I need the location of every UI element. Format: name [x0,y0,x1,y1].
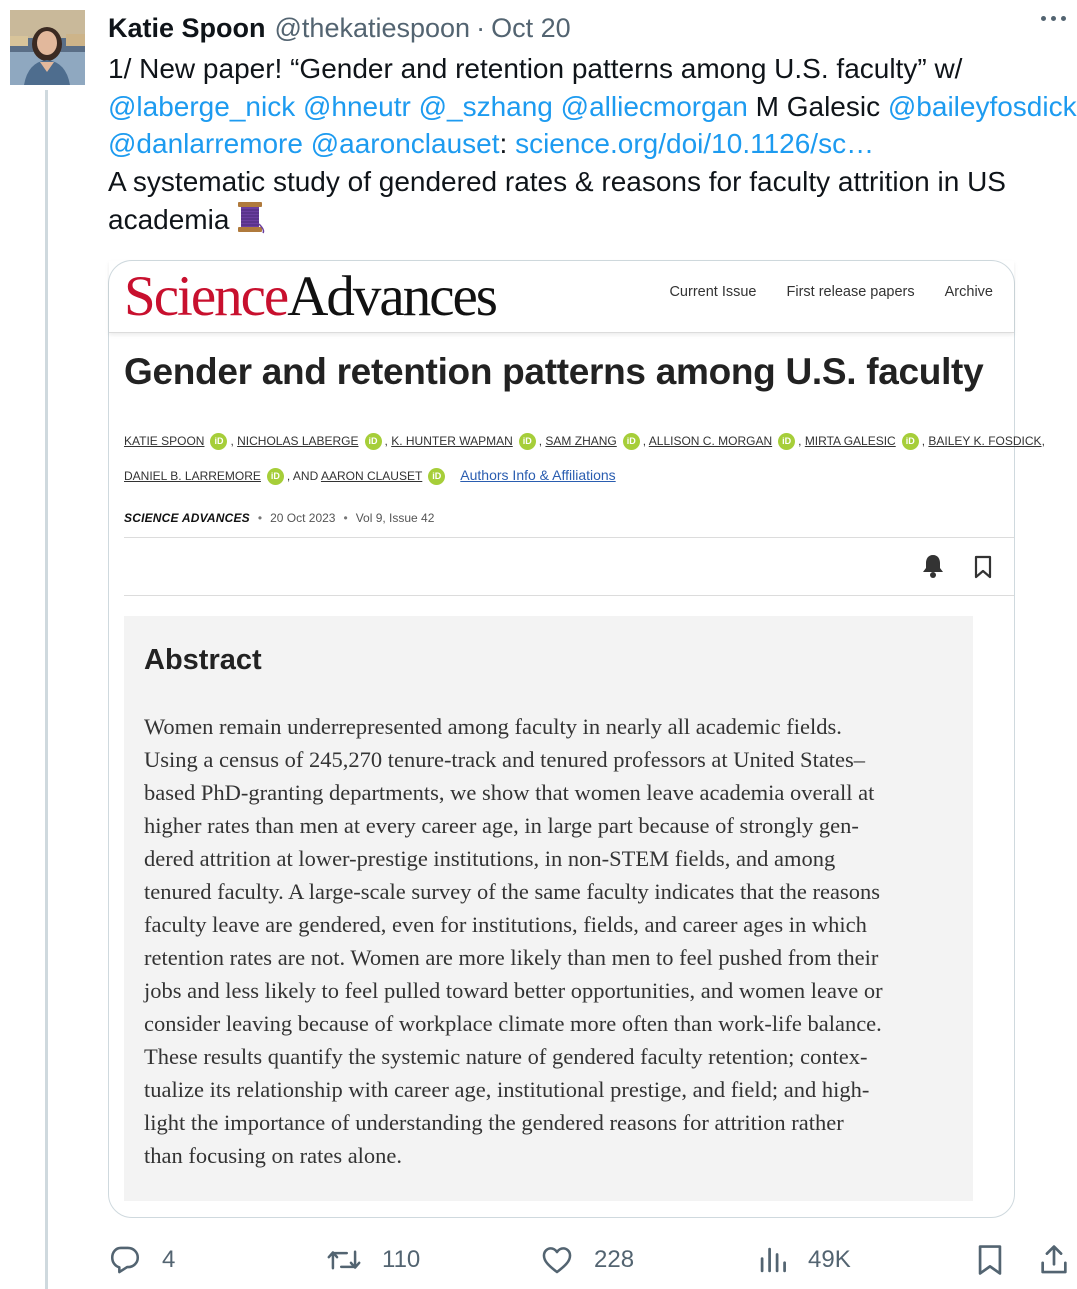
paper-link[interactable]: science.org/doi/10.1126/sc… [515,128,875,159]
orcid-icon[interactable]: iD [902,433,919,450]
reply-button[interactable] [108,1238,175,1282]
journal-navbar [109,261,1014,333]
abstract-line: than focusing on rates alone. [144,1143,403,1168]
tweet-actions [108,1238,1074,1282]
bullet: • [343,511,348,525]
link-preview-card[interactable] [108,260,1045,1218]
mention-link[interactable]: @alliecmorgan [560,90,748,122]
tweet-line-3 [108,125,1074,163]
views-button[interactable] [758,1238,851,1282]
author-link[interactable]: BAILEY K. FOSDICK [928,434,1042,448]
author-link[interactable]: NICHOLAS LABERGE [237,434,359,448]
author-list [124,424,1045,493]
volume-issue: Vol 9, Issue 42 [355,511,435,525]
publication-info [124,511,434,525]
tweet-header [108,10,571,46]
abstract-body [144,710,883,1172]
orcid-icon[interactable]: iD [778,433,795,450]
abstract-line: tualize its relationship with career age, institutional prestige, and field; and high- [144,1077,870,1102]
journal-logo [124,263,496,331]
author-link[interactable]: KATIE SPOON [124,434,205,448]
avatar[interactable] [10,10,85,85]
orcid-icon[interactable]: iD [210,433,227,450]
bullet: • [257,511,263,525]
reply-icon [108,1243,142,1277]
orcid-icon[interactable]: iD [623,433,640,450]
mention-link[interactable]: @laberge_nick [108,90,296,122]
abstract-line: These results quantify the systemic nature of gendered faculty retention; contex- [144,1044,868,1069]
abstract-line: higher rates than men at every career age, in large part because of strongly gen- [144,813,859,838]
bookmark-button[interactable] [974,1238,1006,1282]
nav-current-issue[interactable]: Current Issue [669,284,757,300]
mention-link[interactable]: @_szhang [418,90,553,122]
logo-advances: Advances [287,265,496,328]
repost-count: 110 [382,1246,421,1273]
journal-nav-links [669,284,993,300]
spool-emoji [233,200,267,244]
abstract-line: light the importance of understanding the gendered reasons for attrition rather [144,1110,844,1135]
orcid-icon[interactable]: iD [428,468,445,485]
like-count: 228 [594,1246,635,1273]
tweet-line-5-text: academia [108,204,230,235]
abstract-line: faculty leave are gendered, even for institutions, fields, and career ages in which [144,912,867,937]
journal-name: SCIENCE ADVANCES [124,511,250,525]
more-icon[interactable] [1041,16,1066,21]
bookmark-icon[interactable] [973,555,993,584]
author-name[interactable]: Katie Spoon [108,12,266,43]
tweet-line-1: 1/ New paper! “Gender and retention patterns among U.S. faculty” w/ [108,53,963,84]
author-link[interactable]: ALLISON C. MORGAN [648,434,773,448]
separator: · [476,12,486,43]
mention-link[interactable]: @baileyfosdick [887,90,1077,122]
tweet-line-2 [108,88,1077,126]
author-row-1: KATIE SPOON iD , NICHOLAS LABERGE iD , K. HUNTER WAPMAN iD , SAM ZHANG iD , ALLISON C. MORGAN iD , MIRTA GALESIC iD , BAILEY K. FOSDICK, [124,424,1009,458]
article-title: Gender and retention patterns among U.S. faculty [124,351,984,392]
author-row-2 [124,458,1009,493]
share-icon [1038,1243,1070,1277]
divider [124,595,1014,596]
abstract-section [124,616,973,1201]
abstract-line: Using a census of 245,270 tenure-track and tenured professors at United States– [144,747,866,772]
abstract-heading: Abstract [144,644,262,676]
repost-icon [326,1243,362,1277]
abstract-line: dered attrition at lower-prestige institutions, in non-STEM fields, and among [144,846,836,871]
abstract-line: tenured faculty. A large-scale survey of the same faculty indicates that the reasons [144,879,880,904]
like-icon [540,1243,574,1277]
mention-link[interactable]: @hneutr [302,90,411,122]
reply-count: 4 [162,1246,176,1273]
author-link[interactable]: DANIEL B. LARREMORE [124,469,261,483]
author-link[interactable]: SAM ZHANG [545,434,617,448]
tweet-text [108,50,1077,244]
thread-line [45,90,48,1289]
pub-date: 20 Oct 2023 [270,511,336,525]
abstract-line: Women remain underrepresented among faculty in nearly all academic fields. [144,714,842,739]
orcid-icon[interactable]: iD [519,433,536,450]
abstract-line: jobs and less likely to feel pulled toward better opportunities, and women leave or [144,978,883,1003]
abstract-line: consider leaving because of workplace climate more often than work-life balance. [144,1011,882,1036]
bell-icon[interactable] [921,553,945,584]
mention-link[interactable]: @aaronclauset [310,128,500,159]
orcid-icon[interactable]: iD [267,468,284,485]
divider [124,537,1014,538]
share-button[interactable] [1038,1238,1070,1282]
logo-science: Science [124,265,288,328]
authors-affiliations-link[interactable]: Authors Info & Affiliations [460,467,616,483]
and-text: , AND [286,469,319,483]
bookmark-icon [974,1243,1006,1277]
abstract-line: retention rates are not. Women are more likely than men to feel pushed from their [144,945,879,970]
tweet-date[interactable]: Oct 20 [491,12,571,43]
colon: : [499,128,508,159]
repost-button[interactable] [326,1238,420,1282]
like-button[interactable] [540,1238,634,1282]
nav-archive[interactable]: Archive [944,284,993,300]
plain-name: M Galesic [755,90,881,122]
author-link[interactable]: MIRTA GALESIC [804,434,896,448]
tweet-line-5 [108,200,1074,244]
orcid-icon[interactable]: iD [365,433,382,450]
abstract-line: based PhD-granting departments, we show that women leave academia overall at [144,780,875,805]
author-link[interactable]: AARON CLAUSET [320,469,423,483]
views-count: 49K [808,1246,851,1273]
views-icon [758,1243,788,1277]
author-link[interactable]: K. HUNTER WAPMAN [391,434,513,448]
mention-link[interactable]: @danlarremore [108,128,303,159]
nav-first-release[interactable]: First release papers [786,284,915,300]
tweet-line-4: A systematic study of gendered rates & reasons for faculty attrition in US [108,165,1006,197]
author-handle[interactable]: @thekatiespoon [274,12,471,43]
